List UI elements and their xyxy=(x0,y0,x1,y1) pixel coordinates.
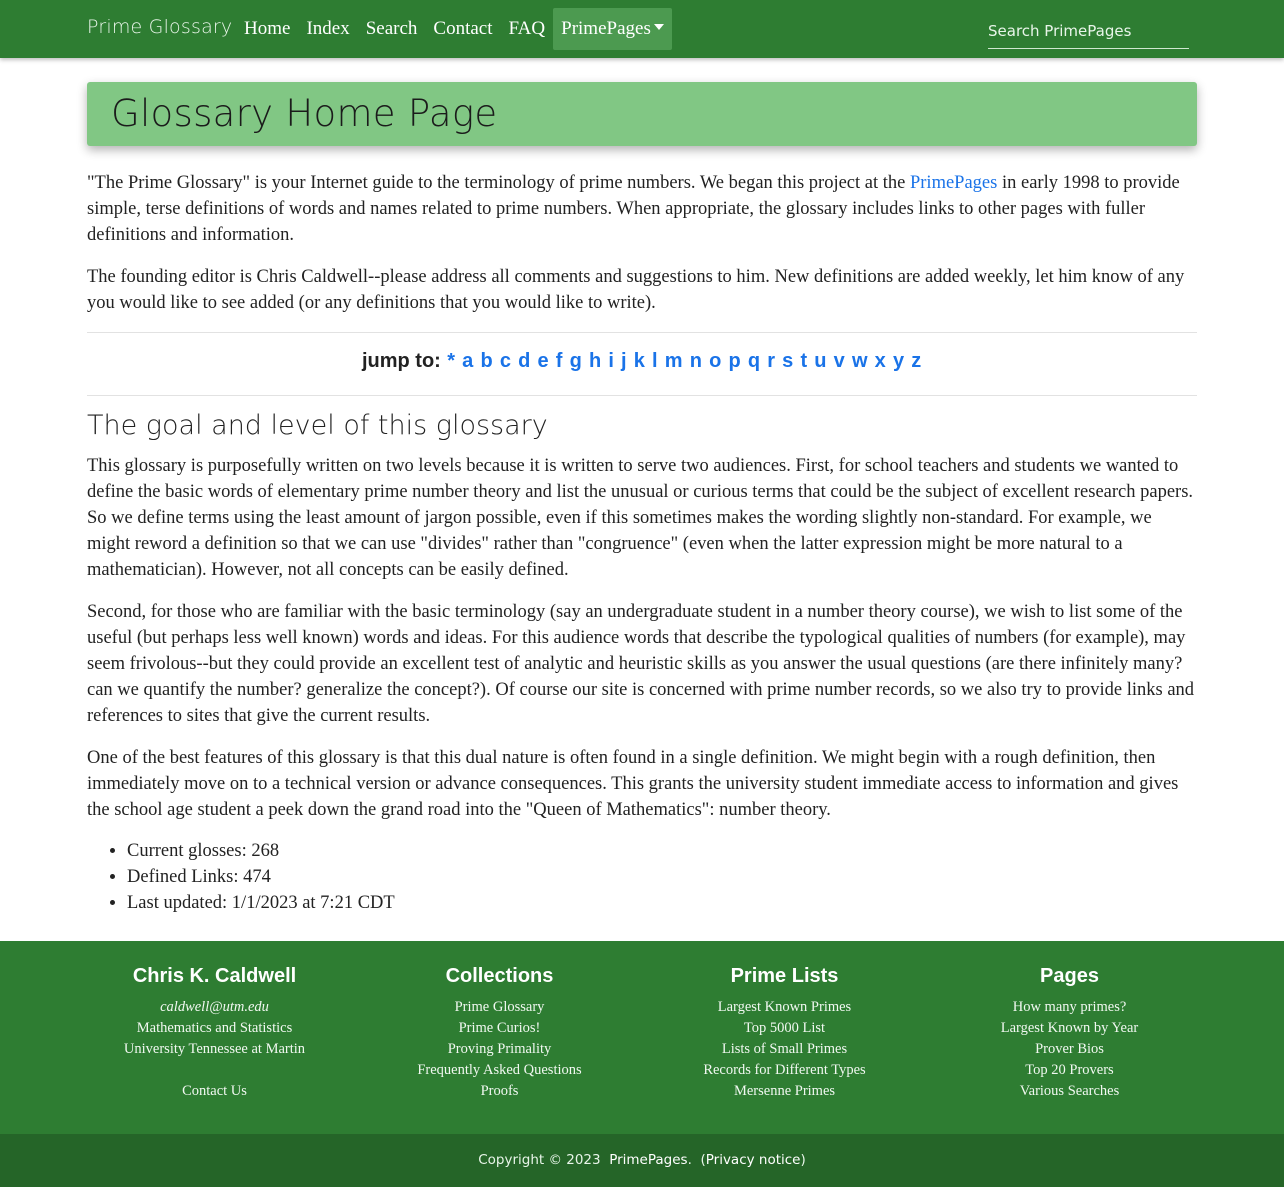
jump-letter-link[interactable]: l xyxy=(652,350,658,372)
divider xyxy=(87,395,1197,396)
privacy-notice-link[interactable]: Privacy notice xyxy=(705,1152,801,1168)
goal-paragraph-1: This glossary is purposefully written on two levels because it is written to serve two audiences. First, for school teachers and students we wanted to define the basic words of elementary prime number theory and list the unusual or curious terms that could be the subject of excellent research papers. So we define terms using the least amount of jargon possible, even if this sometimes makes the wording slightly non-standard. For example, we might reword a definition so that we can use "divides" rather than "congruence" (even when the latter expression might be more natural to a mathematician). However, not all concepts can be easily defined. xyxy=(87,456,1194,580)
jump-letter-link[interactable]: h xyxy=(588,350,602,372)
jump-letter-link[interactable]: d xyxy=(518,350,531,372)
stats-list xyxy=(127,838,395,916)
footer-link[interactable]: Frequently Asked Questions xyxy=(417,1062,582,1078)
footer-link[interactable]: Largest Known Primes xyxy=(717,999,852,1015)
copyright-text: Copyright © 2023 xyxy=(478,1152,601,1168)
stat-defined-links: • Defined Links: 474 xyxy=(127,864,395,890)
jump-letter-link[interactable]: i xyxy=(608,350,614,372)
intro-paragraph-2: The founding editor is Chris Caldwell--please address all comments and suggestions to him. New definitions are added weekly, let him know of any you would like to see added (or any definitions that you would like to write). xyxy=(87,267,1185,313)
jump-letter-link[interactable]: n xyxy=(689,350,702,372)
author-email-link[interactable]: caldwell@utm.edu xyxy=(160,999,269,1015)
footer-link[interactable]: Proofs xyxy=(480,1083,519,1099)
section-title: The goal and level of this glossary xyxy=(87,410,548,441)
jump-to-bar xyxy=(87,350,1197,373)
footer-link[interactable]: Proving Primality xyxy=(447,1041,552,1057)
footer-link[interactable]: Prover Bios xyxy=(1035,1041,1104,1057)
jump-letter-link[interactable]: t xyxy=(800,350,808,372)
jump-letter-link[interactable]: a xyxy=(462,350,474,372)
brand-link[interactable]: Prime Glossary xyxy=(87,16,233,38)
jump-letter-link[interactable]: y xyxy=(892,350,905,372)
footer-link[interactable]: Mersenne Primes xyxy=(733,1083,836,1099)
author-dept: Mathematics and Statistics xyxy=(136,1020,293,1036)
jump-letter-link[interactable]: e xyxy=(537,350,549,372)
jump-letter-link[interactable]: s xyxy=(782,350,794,372)
nav-faq[interactable]: FAQ xyxy=(508,18,546,39)
footer-link[interactable]: Prime Glossary xyxy=(454,999,545,1015)
jump-letters xyxy=(446,350,922,372)
footer-col-title: Pages xyxy=(1040,965,1099,987)
footer-link[interactable]: Lists of Small Primes xyxy=(721,1041,848,1057)
footer-col-title: Collections xyxy=(445,965,554,987)
footer xyxy=(0,941,1284,1134)
nav-primepages-label: PrimePages xyxy=(561,18,651,39)
nav-primepages-dropdown[interactable] xyxy=(553,8,672,50)
jump-letter-link[interactable]: j xyxy=(621,350,627,372)
intro-text-after: in early 1998 to provide simple, terse definitions of words and names related to prime numbers. When appropriate, the glossary includes links to other pages with fuller definitions and information. xyxy=(87,173,1180,245)
footer-col-prime-lists xyxy=(642,965,927,1102)
jump-letter-link[interactable]: k xyxy=(633,350,645,372)
footer-link[interactable]: Records for Different Types xyxy=(703,1062,866,1078)
goal-paragraph-3: One of the best features of this glossary is that this dual nature is often found in a single definition. We might begin with a rough definition, then immediately move on to a technical version or advance consequences. This grants the university student immediate access to information and gives the school age student a peek down the grand road into the "Queen of Mathematics": number theory. xyxy=(87,748,1179,820)
footer-link[interactable]: Largest Known by Year xyxy=(1000,1020,1139,1036)
nav-contact[interactable]: Contact xyxy=(433,18,493,39)
footer-link[interactable]: Top 20 Provers xyxy=(1025,1062,1114,1078)
jump-letter-link[interactable]: q xyxy=(747,350,761,372)
jump-letter-link[interactable]: u xyxy=(814,350,827,372)
goal-paragraph-2: Second, for those who are familiar with the basic terminology (say an undergraduate student in a number theory course), we wish to list some of the useful (but perhaps less well known) words and ideas. For this audience words that describe the typological qualities of numbers (for example), may seem frivolous--but they could provide an excellent test of analytic and heuristic skills as you answer the usual questions (are there infinitely many? can we quantify the number? generalize the concept?). Of course our site is concerned with prime number records, so we also try to provide links and references to sites that give the current results. xyxy=(87,602,1195,726)
jump-letter-link[interactable]: z xyxy=(911,350,922,372)
primepages-link[interactable]: PrimePages xyxy=(909,173,998,193)
search-input[interactable] xyxy=(988,14,1189,49)
jump-letter-link[interactable]: p xyxy=(728,350,741,372)
jump-letter-link[interactable]: c xyxy=(499,350,511,372)
stat-last-updated: • Last updated: 1/1/2023 at 7:21 CDT xyxy=(127,890,395,916)
footer-link[interactable]: Prime Curios! xyxy=(458,1020,541,1036)
author-university: University Tennessee at Martin xyxy=(123,1041,306,1057)
footer-col-title: Prime Lists xyxy=(730,965,839,987)
contact-us-link[interactable]: Contact Us xyxy=(182,1083,247,1099)
nav-links xyxy=(236,8,672,50)
jump-letter-link[interactable]: b xyxy=(480,350,493,372)
jump-letter-link[interactable]: r xyxy=(767,350,776,372)
footer-link[interactable]: Top 5000 List xyxy=(743,1020,826,1036)
intro-text-before: "The Prime Glossary" is your Internet guide to the terminology of prime numbers. We began this project at the xyxy=(87,173,910,193)
jump-letter-link[interactable]: * xyxy=(447,350,455,372)
copyright-site-link[interactable]: PrimePages xyxy=(609,1152,688,1168)
jump-letter-link[interactable]: f xyxy=(555,350,563,372)
chevron-down-icon xyxy=(654,24,664,30)
title-card xyxy=(87,82,1197,146)
jump-letter-link[interactable]: o xyxy=(709,350,722,372)
footer-col-title: Chris K. Caldwell xyxy=(132,965,297,987)
intro-section xyxy=(87,170,1197,316)
spacer xyxy=(72,1060,357,1081)
intro-paragraph-1 xyxy=(87,170,1197,248)
footer-col-author xyxy=(72,965,357,1102)
jump-letter-link[interactable]: g xyxy=(569,350,582,372)
top-navbar xyxy=(0,0,1284,58)
goal-section xyxy=(87,453,1197,823)
jump-letter-link[interactable]: x xyxy=(874,350,886,372)
jump-letter-link[interactable]: w xyxy=(851,350,868,372)
jump-label: jump to: xyxy=(361,350,441,372)
jump-letter-link[interactable]: v xyxy=(833,350,845,372)
page-title: Glossary Home Page xyxy=(111,92,498,135)
footer-col-pages xyxy=(927,965,1212,1102)
stat-current-glosses: • Current glosses: 268 xyxy=(127,838,395,864)
footer-link[interactable]: How many primes? xyxy=(1012,999,1127,1015)
nav-index[interactable]: Index xyxy=(306,18,350,39)
jump-letter-link[interactable]: m xyxy=(664,350,683,372)
footer-col-collections xyxy=(357,965,642,1102)
footer-link[interactable]: Various Searches xyxy=(1019,1083,1120,1099)
divider xyxy=(87,332,1197,333)
nav-home[interactable]: Home xyxy=(244,18,291,39)
copyright-bar: Copyright © 2023 PrimePages. (Privacy notice) xyxy=(0,1134,1284,1187)
nav-search[interactable]: Search xyxy=(365,18,418,39)
